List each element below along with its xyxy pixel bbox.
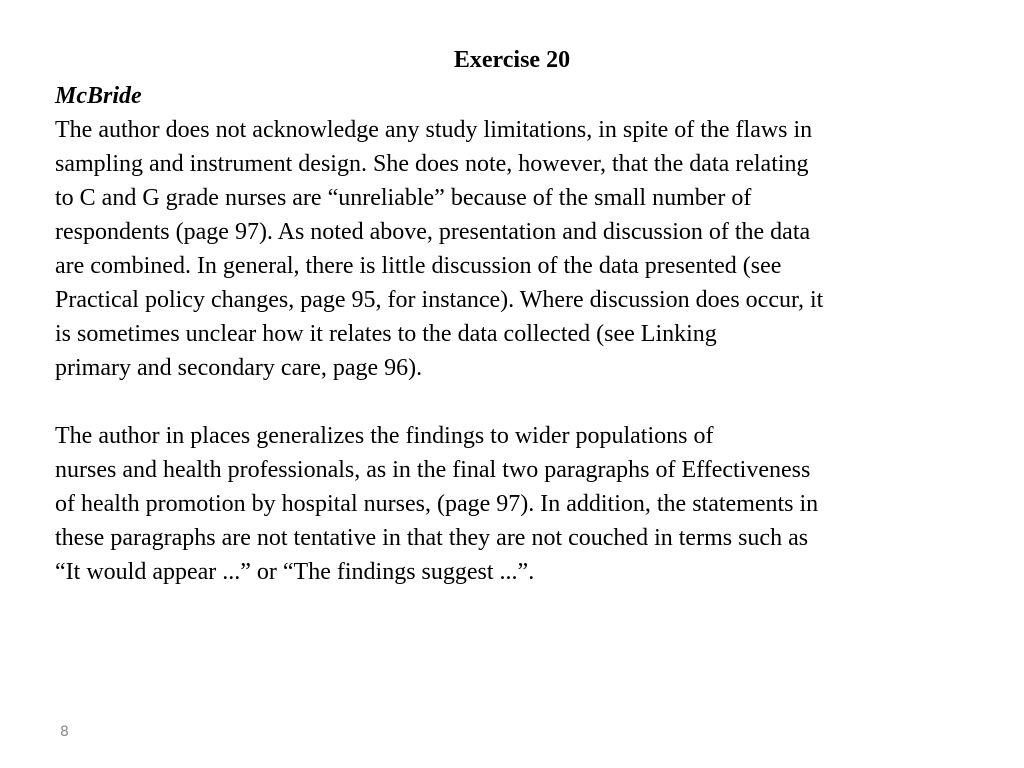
text-line: is sometimes unclear how it relates to the data collected (see Linking [55, 321, 717, 347]
text-line: nurses and health professionals, as in the final two paragraphs of Effectiveness [55, 457, 811, 483]
text-line: these paragraphs are not tentative in that they are not couched in terms such as [55, 525, 809, 551]
slide-body [55, 79, 985, 589]
text-line: of health promotion by hospital nurses, (page 97). In addition, the statements in [55, 491, 819, 517]
paragraph-limitations [55, 113, 985, 385]
text-line: The author in places generalizes the findings to wider populations of [55, 423, 714, 449]
author-subtitle: McBride [55, 83, 142, 109]
paragraph-spacer [55, 385, 985, 419]
text-line: primary and secondary care, page 96). [55, 355, 423, 381]
paragraph-generalization [55, 419, 985, 589]
text-line: sampling and instrument design. She does note, however, that the data relating [55, 151, 809, 177]
text-line: “It would appear ...” or “The findings suggest ...”. [55, 559, 535, 585]
text-line: Practical policy changes, page 95, for instance). Where discussion does occur, it [55, 287, 824, 313]
slide-title: Exercise 20 [453, 47, 571, 73]
text-line: to C and G grade nurses are “unreliable” because of the small number of [55, 185, 752, 211]
page-number: 8 [60, 724, 69, 740]
text-line: respondents (page 97). As noted above, presentation and discussion of the data [55, 219, 811, 245]
text-line: The author does not acknowledge any study limitations, in spite of the flaws in [55, 117, 813, 143]
text-line: are combined. In general, there is little discussion of the data presented (see [55, 253, 782, 279]
